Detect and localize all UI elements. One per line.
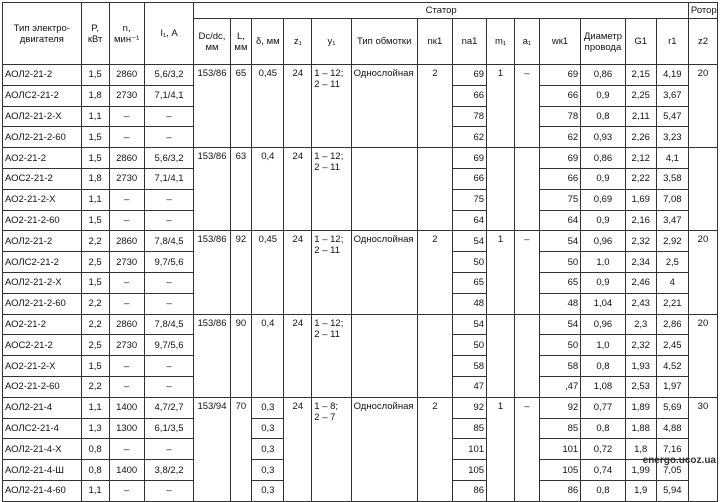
z1-value: 24 <box>284 314 312 397</box>
speed-value: 1400 <box>109 460 144 481</box>
header-na1: nа1 <box>452 19 486 65</box>
g1-value: 2,43 <box>625 293 656 314</box>
current-value: 7,1/4,1 <box>144 168 194 189</box>
winding-type: Однослойная <box>351 397 417 501</box>
motor-type: АОЛ2-21-4-Х <box>3 439 82 460</box>
y1-line: 2 – 7 <box>314 411 336 423</box>
current-value: 7,8/4,5 <box>144 231 194 252</box>
motor-winding-table <box>2 2 718 502</box>
r1-value: 5,94 <box>656 480 688 501</box>
header-speed: n, мин⁻¹ <box>109 3 144 65</box>
wire-diameter: 1,0 <box>581 252 625 273</box>
watermark: energo.ucoz.ua <box>642 455 716 466</box>
speed-value: – <box>109 480 144 501</box>
motor-type: АО2-21-2-Х <box>3 356 82 377</box>
power-value: 2,2 <box>81 376 109 397</box>
header-a1: a₁ <box>515 19 540 65</box>
r1-value: 4,52 <box>656 356 688 377</box>
current-value: – <box>144 189 194 210</box>
dc-value: 153/86 <box>194 148 230 231</box>
power-value: 1,1 <box>81 106 109 127</box>
current-value: 9,7/5,6 <box>144 335 194 356</box>
wk1-value: 69 <box>539 148 580 169</box>
g1-value: 2,46 <box>625 272 656 293</box>
z2-value: 30 <box>688 397 717 501</box>
current-value: 3,8/2,2 <box>144 460 194 481</box>
r1-value: 1,97 <box>656 376 688 397</box>
wk1-value: 92 <box>539 397 580 418</box>
wire-diameter: 0,9 <box>581 210 625 231</box>
z2-value: 20 <box>688 314 717 397</box>
header-nk1: nк1 <box>417 19 452 65</box>
current-value: – <box>144 127 194 148</box>
table-row <box>3 314 718 335</box>
g1-value: 2,53 <box>625 376 656 397</box>
wk1-value: 105 <box>539 460 580 481</box>
wk1-value: 66 <box>539 85 580 106</box>
power-value: 2,2 <box>81 293 109 314</box>
r1-value: 2,92 <box>656 231 688 252</box>
current-value: 6,1/3,5 <box>144 418 194 439</box>
na1-value: 66 <box>452 168 486 189</box>
y1-line: 2 – 11 <box>314 328 340 340</box>
a1-value: – <box>515 65 540 148</box>
wire-diameter: 0,9 <box>581 85 625 106</box>
header-z2: z2 <box>688 19 717 65</box>
y1-value <box>312 148 351 231</box>
na1-value: 105 <box>452 460 486 481</box>
wire-diameter: 0,8 <box>581 356 625 377</box>
r1-value: 2,86 <box>656 314 688 335</box>
y1-value <box>312 231 351 314</box>
speed-value: 2860 <box>109 148 144 169</box>
wk1-value: 50 <box>539 335 580 356</box>
power-value: 0,8 <box>81 460 109 481</box>
motor-type: АОС2-21-2 <box>3 168 82 189</box>
g1-value: 2,12 <box>625 148 656 169</box>
m1-value <box>487 314 515 397</box>
wire-diameter: 0,72 <box>581 439 625 460</box>
power-value: 1,5 <box>81 148 109 169</box>
motor-type: АО2-21-2-Х <box>3 189 82 210</box>
g1-value: 2,34 <box>625 252 656 273</box>
wire-diameter: 0,69 <box>581 189 625 210</box>
header-stator: Статор <box>194 3 689 19</box>
m1-value: 1 <box>487 65 515 148</box>
speed-value: – <box>109 293 144 314</box>
length-value: 63 <box>230 148 252 231</box>
wk1-value: 85 <box>539 418 580 439</box>
wire-diameter: 0,8 <box>581 418 625 439</box>
speed-value: – <box>109 439 144 460</box>
length-value: 70 <box>230 397 252 501</box>
wire-diameter: 0,86 <box>581 65 625 86</box>
g1-value: 2,15 <box>625 65 656 86</box>
header-y1: y₁ <box>312 19 351 65</box>
na1-value: 58 <box>452 356 486 377</box>
current-value: – <box>144 210 194 231</box>
wk1-value: 101 <box>539 439 580 460</box>
g1-value: 2,32 <box>625 231 656 252</box>
speed-value: 2860 <box>109 314 144 335</box>
wire-diameter: 1,08 <box>581 376 625 397</box>
wk1-value: 75 <box>539 189 580 210</box>
motor-type: АОЛ2-21-2-60 <box>3 293 82 314</box>
wk1-value: 58 <box>539 356 580 377</box>
header-r1: r1 <box>656 19 688 65</box>
r1-value: 3,67 <box>656 85 688 106</box>
speed-value: – <box>109 189 144 210</box>
y1-line: 1 – 12; <box>314 317 344 329</box>
length-value: 90 <box>230 314 252 397</box>
r1-value: 4,88 <box>656 418 688 439</box>
r1-value: 2,21 <box>656 293 688 314</box>
motor-type: АОЛ2-21-2 <box>3 65 82 86</box>
na1-value: 85 <box>452 418 486 439</box>
motor-type: АО2-21-2 <box>3 148 82 169</box>
table-body <box>3 65 718 502</box>
length-value: 92 <box>230 231 252 314</box>
motor-type: АОЛС2-21-2 <box>3 252 82 273</box>
wk1-value: 66 <box>539 168 580 189</box>
motor-type: АОЛС2-21-2 <box>3 85 82 106</box>
gap-value: 0,3 <box>252 460 284 481</box>
y1-line: 1 – 8; <box>314 400 339 412</box>
wk1-value: 64 <box>539 210 580 231</box>
table-row <box>3 397 718 418</box>
speed-value: – <box>109 272 144 293</box>
g1-value: 2,16 <box>625 210 656 231</box>
current-value: 7,8/4,5 <box>144 314 194 335</box>
power-value: 1,5 <box>81 210 109 231</box>
m1-value: 1 <box>487 397 515 501</box>
power-value: 1,1 <box>81 189 109 210</box>
current-value: – <box>144 356 194 377</box>
g1-value: 2,32 <box>625 335 656 356</box>
power-value: 1,5 <box>81 65 109 86</box>
header-z1: z₁ <box>284 19 312 65</box>
speed-value: 2860 <box>109 231 144 252</box>
y1-value <box>312 65 351 148</box>
y1-value <box>312 314 351 397</box>
motor-type: АОС2-21-2 <box>3 335 82 356</box>
power-value: 1,1 <box>81 480 109 501</box>
z1-value: 24 <box>284 397 312 501</box>
wire-diameter: 0,96 <box>581 314 625 335</box>
motor-type: АОЛ2-21-4 <box>3 397 82 418</box>
current-value: – <box>144 480 194 501</box>
motor-type: АО2-21-2-60 <box>3 210 82 231</box>
motor-type: АО2-21-2 <box>3 314 82 335</box>
current-value: 9,7/5,6 <box>144 252 194 273</box>
winding-type: Однослойная <box>351 231 417 314</box>
g1-value: 1,8 <box>625 439 656 460</box>
motor-type: АОЛС2-21-4 <box>3 418 82 439</box>
table-row <box>3 231 718 252</box>
g1-value: 1,93 <box>625 356 656 377</box>
power-value: 1,5 <box>81 356 109 377</box>
power-value: 2,2 <box>81 231 109 252</box>
motor-type: АОЛ2-21-2-Х <box>3 272 82 293</box>
z1-value: 24 <box>284 231 312 314</box>
g1-value: 2,11 <box>625 106 656 127</box>
na1-value: 69 <box>452 148 486 169</box>
wk1-value: 62 <box>539 127 580 148</box>
y1-line: 2 – 11 <box>314 162 340 174</box>
na1-value: 101 <box>452 439 486 460</box>
g1-value: 1,9 <box>625 480 656 501</box>
g1-value: 2,3 <box>625 314 656 335</box>
header-length: L, мм <box>230 19 252 65</box>
na1-value: 47 <box>452 376 486 397</box>
wk1-value: ,47 <box>539 376 580 397</box>
wire-diameter: 0,96 <box>581 231 625 252</box>
g1-value: 1,99 <box>625 460 656 481</box>
gap-value: 0,4 <box>252 148 284 231</box>
wk1-value: 69 <box>539 65 580 86</box>
na1-value: 62 <box>452 127 486 148</box>
header-winding: Тип обмотки <box>351 19 417 65</box>
m1-value <box>487 148 515 231</box>
nk1-value: 2 <box>417 65 452 148</box>
wk1-value: 78 <box>539 106 580 127</box>
dc-value: 153/94 <box>194 397 230 501</box>
current-value: – <box>144 439 194 460</box>
g1-value: 1,89 <box>625 397 656 418</box>
header-gap: δ, мм <box>252 19 284 65</box>
gap-value: 0,3 <box>252 418 284 439</box>
speed-value: 1300 <box>109 418 144 439</box>
r1-value: 7,05 <box>656 460 688 481</box>
wk1-value: 54 <box>539 231 580 252</box>
r1-value: 3,23 <box>656 127 688 148</box>
motor-type: АОЛ2-21-2-Х <box>3 106 82 127</box>
nk1-value <box>417 314 452 397</box>
current-value: – <box>144 272 194 293</box>
m1-value: 1 <box>487 231 515 314</box>
r1-value: 5,69 <box>656 397 688 418</box>
r1-value: 3,58 <box>656 168 688 189</box>
na1-value: 50 <box>452 252 486 273</box>
wk1-value: 54 <box>539 314 580 335</box>
g1-value: 2,22 <box>625 168 656 189</box>
na1-value: 65 <box>452 272 486 293</box>
na1-value: 48 <box>452 293 486 314</box>
z1-value: 24 <box>284 148 312 231</box>
na1-value: 50 <box>452 335 486 356</box>
power-value: 2,2 <box>81 314 109 335</box>
winding-type: Однослойная <box>351 65 417 148</box>
motor-type: АОЛ2-21-2 <box>3 231 82 252</box>
na1-value: 69 <box>452 65 486 86</box>
na1-value: 92 <box>452 397 486 418</box>
wire-diameter: 1,04 <box>581 293 625 314</box>
speed-value: – <box>109 210 144 231</box>
header-rotor: Ротор <box>688 3 717 19</box>
header-diameter: Диаметр провода <box>581 19 625 65</box>
power-value: 1,5 <box>81 272 109 293</box>
wk1-value: 86 <box>539 480 580 501</box>
na1-value: 75 <box>452 189 486 210</box>
speed-value: 1400 <box>109 397 144 418</box>
table-row <box>3 148 718 169</box>
na1-value: 66 <box>452 85 486 106</box>
current-value: 5,6/3,2 <box>144 65 194 86</box>
header-current: I₁, А <box>144 3 194 65</box>
power-value: 1,5 <box>81 127 109 148</box>
speed-value: – <box>109 106 144 127</box>
current-value: – <box>144 376 194 397</box>
speed-value: 2730 <box>109 252 144 273</box>
winding-type <box>351 314 417 397</box>
r1-value: 5,47 <box>656 106 688 127</box>
current-value: – <box>144 293 194 314</box>
length-value: 65 <box>230 65 252 148</box>
gap-value: 0,45 <box>252 65 284 148</box>
current-value: – <box>144 106 194 127</box>
r1-value: 3,47 <box>656 210 688 231</box>
g1-value: 2,26 <box>625 127 656 148</box>
z2-value: 20 <box>688 65 717 148</box>
table-row <box>3 65 718 86</box>
power-value: 2,5 <box>81 335 109 356</box>
z2-value: 20 <box>688 231 717 314</box>
na1-value: 54 <box>452 314 486 335</box>
y1-line: 1 – 12; <box>314 234 344 246</box>
speed-value: – <box>109 356 144 377</box>
gap-value: 0,3 <box>252 397 284 418</box>
g1-value: 2,25 <box>625 85 656 106</box>
motor-type: АОЛ2-21-2-60 <box>3 127 82 148</box>
wk1-value: 50 <box>539 252 580 273</box>
r1-value: 7,08 <box>656 189 688 210</box>
gap-value: 0,4 <box>252 314 284 397</box>
header-wk1: wк1 <box>539 19 580 65</box>
wire-diameter: 0,93 <box>581 127 625 148</box>
y1-value <box>312 397 351 501</box>
r1-value: 4,19 <box>656 65 688 86</box>
power-value: 1,8 <box>81 168 109 189</box>
winding-type <box>351 148 417 231</box>
speed-value: 2860 <box>109 65 144 86</box>
power-value: 1,3 <box>81 418 109 439</box>
a1-value: – <box>515 397 540 501</box>
g1-value: 1,69 <box>625 189 656 210</box>
wire-diameter: 0,8 <box>581 106 625 127</box>
a1-value <box>515 314 540 397</box>
header-dc: Dc/dc, мм <box>194 19 230 65</box>
power-value: 2,5 <box>81 252 109 273</box>
wk1-value: 48 <box>539 293 580 314</box>
gap-value: 0,3 <box>252 480 284 501</box>
gap-value: 0,45 <box>252 231 284 314</box>
wire-diameter: 1,0 <box>581 335 625 356</box>
dc-value: 153/86 <box>194 65 230 148</box>
current-value: 5,6/3,2 <box>144 148 194 169</box>
a1-value <box>515 148 540 231</box>
power-value: 0,8 <box>81 439 109 460</box>
wire-diameter: 0,86 <box>581 148 625 169</box>
r1-value: 2,5 <box>656 252 688 273</box>
nk1-value <box>417 148 452 231</box>
r1-value: 4 <box>656 272 688 293</box>
y1-line: 1 – 12; <box>314 151 344 163</box>
na1-value: 64 <box>452 210 486 231</box>
wire-diameter: 0,9 <box>581 272 625 293</box>
dc-value: 153/86 <box>194 231 230 314</box>
na1-value: 78 <box>452 106 486 127</box>
a1-value: – <box>515 231 540 314</box>
speed-value: 2730 <box>109 85 144 106</box>
speed-value: 2730 <box>109 168 144 189</box>
motor-type: АО2-21-2-60 <box>3 376 82 397</box>
gap-value: 0,3 <box>252 439 284 460</box>
r1-value: 7,16 <box>656 439 688 460</box>
speed-value: – <box>109 127 144 148</box>
header-power: P, кВт <box>81 3 109 65</box>
y1-line: 2 – 11 <box>314 79 340 90</box>
g1-value: 1,88 <box>625 418 656 439</box>
header-type: Тип электро-двигателя <box>3 3 82 65</box>
y1-line: 1 – 12; <box>314 68 344 79</box>
current-value: 7,1/4,1 <box>144 85 194 106</box>
wk1-value: 65 <box>539 272 580 293</box>
r1-value: 2,45 <box>656 335 688 356</box>
nk1-value: 2 <box>417 397 452 501</box>
dc-value: 153/86 <box>194 314 230 397</box>
na1-value: 54 <box>452 231 486 252</box>
wire-diameter: 0,74 <box>581 460 625 481</box>
wire-diameter: 0,8 <box>581 480 625 501</box>
current-value: 4,7/2,7 <box>144 397 194 418</box>
z2-value <box>688 148 717 231</box>
motor-type: АОЛ2-21-4-60 <box>3 480 82 501</box>
na1-value: 86 <box>452 480 486 501</box>
wire-diameter: 0,77 <box>581 397 625 418</box>
speed-value: 2730 <box>109 335 144 356</box>
speed-value: – <box>109 376 144 397</box>
power-value: 1,1 <box>81 397 109 418</box>
wire-diameter: 0,9 <box>581 168 625 189</box>
nk1-value: 2 <box>417 231 452 314</box>
r1-value: 4,1 <box>656 148 688 169</box>
motor-type: АОЛ2-21-4-Ш <box>3 460 82 481</box>
power-value: 1,8 <box>81 85 109 106</box>
y1-line: 2 – 11 <box>314 245 340 257</box>
header-m1: m₁ <box>487 19 515 65</box>
header-g1: G1 <box>625 19 656 65</box>
z1-value: 24 <box>284 65 312 148</box>
